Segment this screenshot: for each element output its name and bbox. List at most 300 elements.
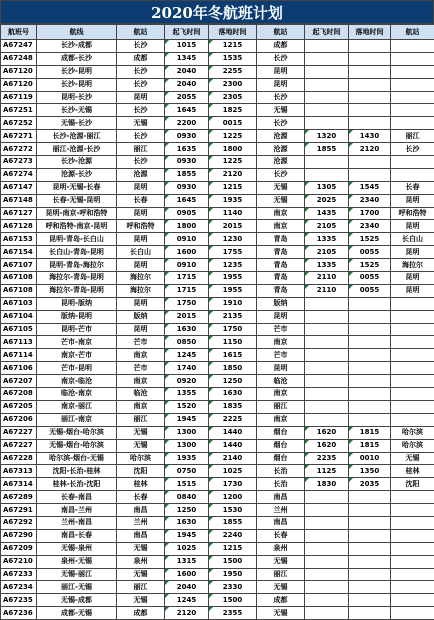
departure-time-cell[interactable]: 0930 [165,130,209,143]
departure-time2-cell[interactable] [305,375,349,388]
stop-station-cell[interactable]: 长春 [257,529,305,542]
arrival-time2-cell[interactable] [349,400,391,413]
stop-station-cell[interactable]: 南京 [257,207,305,220]
departure-time2-cell[interactable] [305,400,349,413]
departure-time-cell[interactable]: 1715 [165,284,209,297]
departure-time-cell[interactable]: 1630 [165,323,209,336]
route-cell[interactable]: 沈阳-长治-桂林 [37,465,117,478]
origin-cell[interactable]: 长沙 [117,156,165,169]
arrival-time-cell[interactable]: 2305 [209,91,257,104]
flight-no-cell[interactable]: A67235 [1,594,37,607]
arrival-time2-cell[interactable] [349,491,391,504]
arrival-time2-cell[interactable] [349,555,391,568]
flight-no-cell[interactable]: A67292 [1,516,37,529]
departure-time-cell[interactable]: 1015 [165,40,209,53]
origin-cell[interactable]: 沧源 [117,168,165,181]
departure-time-cell[interactable]: 0930 [165,181,209,194]
departure-time2-cell[interactable]: 1855 [305,143,349,156]
departure-time2-cell[interactable]: 2235 [305,452,349,465]
departure-time-cell[interactable]: 2040 [165,581,209,594]
stop-station-cell[interactable]: 沧源 [257,130,305,143]
origin-cell[interactable]: 长沙 [117,130,165,143]
final-station-cell[interactable] [391,375,434,388]
departure-time-cell[interactable]: 0750 [165,465,209,478]
arrival-time-cell[interactable]: 1215 [209,40,257,53]
route-cell[interactable]: 无锡-泉州 [37,542,117,555]
stop-station-cell[interactable]: 长治 [257,465,305,478]
route-cell[interactable]: 昆明-长沙 [37,91,117,104]
arrival-time2-cell[interactable] [349,504,391,517]
arrival-time-cell[interactable]: 2140 [209,452,257,465]
final-station-cell[interactable]: 哈尔滨 [391,439,434,452]
arrival-time-cell[interactable]: 1850 [209,362,257,375]
route-cell[interactable]: 长春-南昌 [37,491,117,504]
stop-station-cell[interactable]: 昆明 [257,362,305,375]
arrival-time2-cell[interactable] [349,607,391,620]
route-cell[interactable]: 长白山-青岛-昆明 [37,246,117,259]
arrival-time-cell[interactable]: 2255 [209,65,257,78]
flight-no-cell[interactable]: A67271 [1,130,37,143]
departure-time2-cell[interactable] [305,491,349,504]
flight-no-cell[interactable]: A67148 [1,194,37,207]
arrival-time2-cell[interactable] [349,336,391,349]
origin-cell[interactable]: 丽江 [117,143,165,156]
final-station-cell[interactable] [391,491,434,504]
arrival-time-cell[interactable]: 1500 [209,555,257,568]
departure-time2-cell[interactable] [305,78,349,91]
departure-time-cell[interactable]: 0910 [165,259,209,272]
flight-no-cell[interactable]: A67274 [1,168,37,181]
arrival-time2-cell[interactable]: 0055 [349,272,391,285]
arrival-time2-cell[interactable]: 1350 [349,465,391,478]
arrival-time2-cell[interactable]: 1815 [349,426,391,439]
origin-cell[interactable]: 芒市 [117,336,165,349]
departure-time-cell[interactable]: 1935 [165,452,209,465]
flight-no-cell[interactable]: A67290 [1,529,37,542]
origin-cell[interactable]: 长春 [117,194,165,207]
arrival-time2-cell[interactable] [349,375,391,388]
flight-no-cell[interactable]: A67108 [1,272,37,285]
final-station-cell[interactable] [391,542,434,555]
final-station-cell[interactable] [391,413,434,426]
arrival-time-cell[interactable]: 1225 [209,156,257,169]
final-station-cell[interactable] [391,349,434,362]
stop-station-cell[interactable]: 昆明 [257,310,305,323]
route-cell[interactable]: 南京-临沧 [37,375,117,388]
final-station-cell[interactable] [391,65,434,78]
final-station-cell[interactable] [391,40,434,53]
final-station-cell[interactable]: 昆明 [391,272,434,285]
stop-station-cell[interactable]: 青岛 [257,272,305,285]
flight-no-cell[interactable]: A67314 [1,478,37,491]
origin-cell[interactable]: 南京 [117,375,165,388]
arrival-time2-cell[interactable]: 1430 [349,130,391,143]
departure-time-cell[interactable]: 1645 [165,194,209,207]
final-station-cell[interactable]: 昆明 [391,284,434,297]
arrival-time2-cell[interactable]: 1700 [349,207,391,220]
stop-station-cell[interactable]: 烟台 [257,426,305,439]
flight-no-cell[interactable]: A67205 [1,400,37,413]
departure-time2-cell[interactable] [305,388,349,401]
route-cell[interactable]: 兰州-南昌 [37,516,117,529]
arrival-time2-cell[interactable] [349,581,391,594]
origin-cell[interactable]: 长沙 [117,65,165,78]
origin-cell[interactable]: 昆明 [117,323,165,336]
departure-time-cell[interactable]: 0920 [165,375,209,388]
arrival-time-cell[interactable]: 1200 [209,491,257,504]
stop-station-cell[interactable]: 丽江 [257,400,305,413]
arrival-time-cell[interactable]: 2015 [209,220,257,233]
final-station-cell[interactable] [391,504,434,517]
departure-time-cell[interactable]: 1800 [165,220,209,233]
route-cell[interactable]: 长沙-成都 [37,40,117,53]
final-station-cell[interactable] [391,529,434,542]
arrival-time-cell[interactable]: 0015 [209,117,257,130]
flight-no-cell[interactable]: A67313 [1,465,37,478]
stop-station-cell[interactable]: 无锡 [257,555,305,568]
arrival-time2-cell[interactable] [349,349,391,362]
origin-cell[interactable]: 无锡 [117,426,165,439]
departure-time-cell[interactable]: 1245 [165,349,209,362]
route-cell[interactable]: 海拉尔-青岛-昆明 [37,284,117,297]
departure-time2-cell[interactable] [305,607,349,620]
flight-no-cell[interactable]: A67120 [1,65,37,78]
flight-no-cell[interactable]: A67233 [1,568,37,581]
origin-cell[interactable]: 成都 [117,52,165,65]
stop-station-cell[interactable]: 南京 [257,413,305,426]
stop-station-cell[interactable]: 沧源 [257,156,305,169]
departure-time2-cell[interactable] [305,504,349,517]
route-cell[interactable]: 海拉尔-青岛-昆明 [37,272,117,285]
arrival-time2-cell[interactable] [349,78,391,91]
departure-time2-cell[interactable] [305,516,349,529]
departure-time-cell[interactable]: 1300 [165,426,209,439]
origin-cell[interactable]: 南京 [117,349,165,362]
departure-time-cell[interactable]: 0840 [165,491,209,504]
final-station-cell[interactable]: 昆明 [391,246,434,259]
arrival-time-cell[interactable]: 1440 [209,426,257,439]
departure-time2-cell[interactable] [305,529,349,542]
origin-cell[interactable]: 长春 [117,491,165,504]
stop-station-cell[interactable]: 芒市 [257,323,305,336]
final-station-cell[interactable]: 昆明 [391,194,434,207]
flight-no-cell[interactable]: A67248 [1,52,37,65]
arrival-time-cell[interactable]: 1500 [209,594,257,607]
arrival-time-cell[interactable]: 2355 [209,607,257,620]
final-station-cell[interactable] [391,362,434,375]
flight-no-cell[interactable]: A67272 [1,143,37,156]
arrival-time2-cell[interactable] [349,594,391,607]
departure-time2-cell[interactable] [305,117,349,130]
stop-station-cell[interactable]: 无锡 [257,181,305,194]
stop-station-cell[interactable]: 成都 [257,594,305,607]
flight-no-cell[interactable]: A67207 [1,375,37,388]
arrival-time2-cell[interactable] [349,297,391,310]
arrival-time2-cell[interactable] [349,310,391,323]
route-cell[interactable]: 哈尔滨-烟台-无锡 [37,452,117,465]
stop-station-cell[interactable]: 南昌 [257,516,305,529]
origin-cell[interactable]: 长沙 [117,78,165,91]
route-cell[interactable]: 丽江-沧源-长沙 [37,143,117,156]
flight-no-cell[interactable]: A67234 [1,581,37,594]
flight-no-cell[interactable]: A67108 [1,284,37,297]
stop-station-cell[interactable]: 长沙 [257,117,305,130]
arrival-time-cell[interactable]: 2135 [209,310,257,323]
origin-cell[interactable]: 兰州 [117,516,165,529]
departure-time2-cell[interactable] [305,91,349,104]
flight-no-cell[interactable]: A67228 [1,452,37,465]
arrival-time2-cell[interactable]: 2035 [349,478,391,491]
arrival-time2-cell[interactable] [349,117,391,130]
departure-time-cell[interactable]: 0905 [165,207,209,220]
final-station-cell[interactable]: 丽江 [391,130,434,143]
origin-cell[interactable]: 无锡 [117,439,165,452]
origin-cell[interactable]: 丽江 [117,581,165,594]
arrival-time2-cell[interactable] [349,52,391,65]
arrival-time-cell[interactable]: 1230 [209,233,257,246]
arrival-time2-cell[interactable] [349,413,391,426]
departure-time2-cell[interactable] [305,40,349,53]
flight-no-cell[interactable]: A67208 [1,388,37,401]
departure-time-cell[interactable]: 2120 [165,607,209,620]
route-cell[interactable]: 无锡-烟台-哈尔滨 [37,439,117,452]
arrival-time-cell[interactable]: 1800 [209,143,257,156]
stop-station-cell[interactable]: 临沧 [257,375,305,388]
origin-cell[interactable]: 南昌 [117,529,165,542]
departure-time2-cell[interactable]: 2110 [305,284,349,297]
departure-time2-cell[interactable] [305,542,349,555]
final-station-cell[interactable]: 呼和浩特 [391,207,434,220]
arrival-time-cell[interactable]: 1215 [209,181,257,194]
arrival-time-cell[interactable]: 1935 [209,194,257,207]
flight-no-cell[interactable]: A67247 [1,40,37,53]
final-station-cell[interactable] [391,323,434,336]
departure-time2-cell[interactable] [305,349,349,362]
arrival-time2-cell[interactable] [349,323,391,336]
final-station-cell[interactable] [391,568,434,581]
arrival-time-cell[interactable]: 1025 [209,465,257,478]
arrival-time-cell[interactable]: 1950 [209,568,257,581]
arrival-time2-cell[interactable] [349,156,391,169]
arrival-time-cell[interactable]: 1825 [209,104,257,117]
origin-cell[interactable]: 哈尔滨 [117,452,165,465]
departure-time2-cell[interactable] [305,104,349,117]
arrival-time-cell[interactable]: 1225 [209,130,257,143]
flight-no-cell[interactable]: A67273 [1,156,37,169]
route-cell[interactable]: 昆明-版纳 [37,297,117,310]
route-cell[interactable]: 南京-丽江 [37,400,117,413]
route-cell[interactable]: 南昌-长春 [37,529,117,542]
route-cell[interactable]: 泉州-无锡 [37,555,117,568]
departure-time2-cell[interactable] [305,581,349,594]
departure-time-cell[interactable]: 1345 [165,52,209,65]
final-station-cell[interactable] [391,594,434,607]
arrival-time-cell[interactable]: 1955 [209,284,257,297]
arrival-time2-cell[interactable] [349,568,391,581]
route-cell[interactable]: 昆明-青岛-海拉尔 [37,259,117,272]
flight-no-cell[interactable]: A67107 [1,259,37,272]
stop-station-cell[interactable]: 青岛 [257,246,305,259]
route-cell[interactable]: 长沙-昆明 [37,78,117,91]
departure-time-cell[interactable]: 1300 [165,439,209,452]
flight-no-cell[interactable]: A67153 [1,233,37,246]
stop-station-cell[interactable]: 昆明 [257,78,305,91]
final-station-cell[interactable] [391,156,434,169]
departure-time-cell[interactable]: 1715 [165,272,209,285]
stop-station-cell[interactable]: 南京 [257,388,305,401]
stop-station-cell[interactable]: 南京 [257,336,305,349]
route-cell[interactable]: 丽江-无锡 [37,581,117,594]
origin-cell[interactable]: 长沙 [117,104,165,117]
origin-cell[interactable]: 沈阳 [117,465,165,478]
departure-time2-cell[interactable]: 2105 [305,246,349,259]
arrival-time2-cell[interactable] [349,529,391,542]
flight-no-cell[interactable]: A67127 [1,207,37,220]
final-station-cell[interactable]: 海拉尔 [391,259,434,272]
origin-cell[interactable]: 丽江 [117,413,165,426]
stop-station-cell[interactable]: 无锡 [257,607,305,620]
arrival-time-cell[interactable]: 2300 [209,78,257,91]
departure-time-cell[interactable]: 1355 [165,388,209,401]
departure-time-cell[interactable]: 2040 [165,65,209,78]
origin-cell[interactable]: 呼和浩特 [117,220,165,233]
departure-time-cell[interactable]: 1600 [165,568,209,581]
departure-time2-cell[interactable] [305,594,349,607]
origin-cell[interactable]: 桂林 [117,478,165,491]
stop-station-cell[interactable]: 烟台 [257,439,305,452]
departure-time-cell[interactable]: 1025 [165,542,209,555]
stop-station-cell[interactable]: 无锡 [257,581,305,594]
stop-station-cell[interactable]: 无锡 [257,104,305,117]
final-station-cell[interactable] [391,336,434,349]
stop-station-cell[interactable]: 长治 [257,478,305,491]
arrival-time-cell[interactable]: 2225 [209,413,257,426]
flight-no-cell[interactable]: A67105 [1,323,37,336]
departure-time-cell[interactable]: 1750 [165,297,209,310]
arrival-time2-cell[interactable] [349,91,391,104]
origin-cell[interactable]: 南京 [117,400,165,413]
departure-time2-cell[interactable]: 1620 [305,439,349,452]
arrival-time2-cell[interactable]: 0055 [349,246,391,259]
stop-station-cell[interactable]: 南京 [257,220,305,233]
arrival-time2-cell[interactable] [349,388,391,401]
origin-cell[interactable]: 临沧 [117,388,165,401]
final-station-cell[interactable]: 长沙 [391,143,434,156]
departure-time-cell[interactable]: 1515 [165,478,209,491]
route-cell[interactable]: 长春-无锡-昆明 [37,194,117,207]
arrival-time2-cell[interactable]: 2340 [349,194,391,207]
route-cell[interactable]: 长沙-沧源 [37,156,117,169]
final-station-cell[interactable] [391,607,434,620]
final-station-cell[interactable] [391,581,434,594]
route-cell[interactable]: 长沙-沧源-丽江 [37,130,117,143]
departure-time-cell[interactable]: 2055 [165,91,209,104]
final-station-cell[interactable]: 桂林 [391,465,434,478]
flight-no-cell[interactable]: A67154 [1,246,37,259]
departure-time2-cell[interactable] [305,297,349,310]
arrival-time2-cell[interactable] [349,168,391,181]
departure-time-cell[interactable]: 1520 [165,400,209,413]
departure-time-cell[interactable]: 1945 [165,529,209,542]
arrival-time2-cell[interactable]: 0055 [349,284,391,297]
arrival-time2-cell[interactable]: 1545 [349,181,391,194]
final-station-cell[interactable] [391,516,434,529]
arrival-time-cell[interactable]: 1215 [209,542,257,555]
stop-station-cell[interactable]: 长沙 [257,52,305,65]
arrival-time-cell[interactable]: 1835 [209,400,257,413]
final-station-cell[interactable] [391,555,434,568]
arrival-time-cell[interactable]: 1910 [209,297,257,310]
departure-time2-cell[interactable]: 1320 [305,130,349,143]
arrival-time-cell[interactable]: 2120 [209,168,257,181]
route-cell[interactable]: 桂林-长治-沈阳 [37,478,117,491]
origin-cell[interactable]: 昆明 [117,181,165,194]
final-station-cell[interactable] [391,52,434,65]
route-cell[interactable]: 无锡-丽江 [37,568,117,581]
arrival-time-cell[interactable]: 1615 [209,349,257,362]
arrival-time-cell[interactable]: 1235 [209,259,257,272]
origin-cell[interactable]: 版纳 [117,310,165,323]
arrival-time-cell[interactable]: 1750 [209,323,257,336]
stop-station-cell[interactable]: 兰州 [257,504,305,517]
route-cell[interactable]: 昆明-青岛-长白山 [37,233,117,246]
flight-no-cell[interactable]: A67236 [1,607,37,620]
arrival-time-cell[interactable]: 1535 [209,52,257,65]
departure-time-cell[interactable]: 1945 [165,413,209,426]
departure-time-cell[interactable]: 0930 [165,156,209,169]
origin-cell[interactable]: 成都 [117,607,165,620]
departure-time-cell[interactable]: 2040 [165,78,209,91]
departure-time-cell[interactable]: 1740 [165,362,209,375]
arrival-time2-cell[interactable] [349,40,391,53]
stop-station-cell[interactable]: 长沙 [257,168,305,181]
flight-no-cell[interactable]: A67252 [1,117,37,130]
departure-time2-cell[interactable] [305,65,349,78]
stop-station-cell[interactable]: 版纳 [257,297,305,310]
flight-no-cell[interactable]: A67227 [1,439,37,452]
stop-station-cell[interactable]: 无锡 [257,194,305,207]
departure-time2-cell[interactable] [305,310,349,323]
final-station-cell[interactable]: 无锡 [391,452,434,465]
origin-cell[interactable]: 无锡 [117,542,165,555]
route-cell[interactable]: 临沧-南京 [37,388,117,401]
final-station-cell[interactable] [391,310,434,323]
departure-time-cell[interactable]: 1855 [165,168,209,181]
arrival-time-cell[interactable]: 1630 [209,388,257,401]
arrival-time-cell[interactable]: 2330 [209,581,257,594]
arrival-time2-cell[interactable] [349,362,391,375]
departure-time-cell[interactable]: 1645 [165,104,209,117]
arrival-time-cell[interactable]: 1250 [209,375,257,388]
final-station-cell[interactable]: 沈阳 [391,478,434,491]
route-cell[interactable]: 芒市-南京 [37,336,117,349]
stop-station-cell[interactable]: 成都 [257,40,305,53]
route-cell[interactable]: 无锡-烟台-哈尔滨 [37,426,117,439]
departure-time2-cell[interactable] [305,362,349,375]
arrival-time-cell[interactable]: 1140 [209,207,257,220]
departure-time-cell[interactable]: 1245 [165,594,209,607]
stop-station-cell[interactable]: 长沙 [257,91,305,104]
departure-time2-cell[interactable]: 2110 [305,272,349,285]
arrival-time2-cell[interactable]: 1525 [349,259,391,272]
departure-time2-cell[interactable] [305,336,349,349]
route-cell[interactable]: 长沙-无锡 [37,104,117,117]
flight-no-cell[interactable]: A67119 [1,91,37,104]
origin-cell[interactable]: 海拉尔 [117,284,165,297]
final-station-cell[interactable] [391,297,434,310]
arrival-time2-cell[interactable] [349,516,391,529]
stop-station-cell[interactable]: 烟台 [257,452,305,465]
